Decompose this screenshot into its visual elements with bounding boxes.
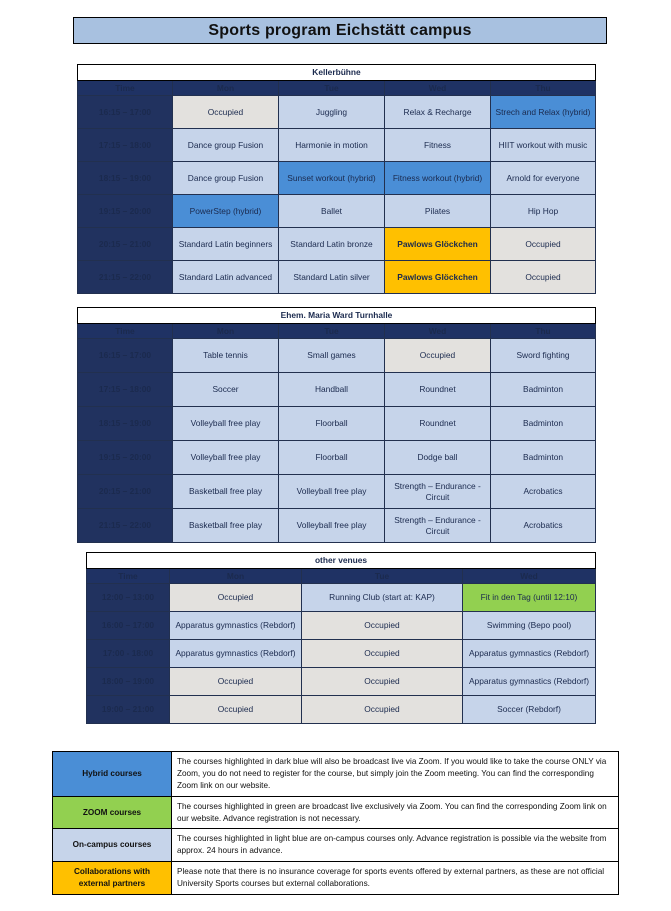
- time-slot: 16:15 – 17:00: [78, 339, 173, 373]
- table-row: [78, 373, 596, 407]
- column-header-row: [87, 568, 596, 584]
- course-cell: Floorball: [279, 407, 385, 441]
- time-slot: 16:15 – 17:00: [78, 96, 173, 129]
- time-slot: 19:15 – 20:00: [78, 195, 173, 228]
- course-cell: Fitness: [385, 129, 491, 162]
- time-slot: 16:00 – 17:00: [87, 612, 170, 640]
- table-row: [87, 612, 596, 640]
- table-row: [78, 228, 596, 261]
- course-cell: Volleyball free play: [173, 441, 279, 475]
- legend-row: [53, 796, 619, 829]
- course-cell: Sunset workout (hybrid): [279, 162, 385, 195]
- course-cell: Acrobatics: [491, 475, 596, 509]
- course-cell: Roundnet: [385, 407, 491, 441]
- legend-description: The courses highlighted in dark blue will also be broadcast live via Zoom. If you would like to take the course ONLY via Zoom, you do not need to register for the course, but simply join the Zoom meeting. You can find the corresponding Zoom link on our website.: [172, 752, 619, 797]
- table-row: [78, 509, 596, 543]
- legend-description: Please note that there is no insurance coverage for sports events offered by external partners, as these are not official University Sports courses but external collaborations.: [172, 862, 619, 895]
- legend-table: [52, 751, 619, 895]
- table-body: [78, 308, 596, 543]
- course-cell: Occupied: [302, 696, 463, 724]
- time-slot: 20:15 – 21:00: [78, 228, 173, 261]
- legend-row: [53, 862, 619, 895]
- course-cell: Standard Latin beginners: [173, 228, 279, 261]
- column-header-wed: Wed: [385, 80, 491, 96]
- time-slot: 17:15 – 18:00: [78, 373, 173, 407]
- course-cell: Occupied: [170, 668, 302, 696]
- legend-label: Collaborations with external partners: [53, 862, 172, 895]
- time-slot: 18:15 – 19:00: [78, 407, 173, 441]
- venue-name: Kellerbühne: [78, 65, 596, 81]
- table-row: [78, 441, 596, 475]
- course-cell: Badminton: [491, 407, 596, 441]
- course-cell: PowerStep (hybrid): [173, 195, 279, 228]
- course-cell: Apparatus gymnastics (Rebdorf): [463, 640, 596, 668]
- course-cell: Strength – Endurance - Circuit: [385, 475, 491, 509]
- course-cell: Hip Hop: [491, 195, 596, 228]
- time-slot: 17:00 - 18:00: [87, 640, 170, 668]
- course-cell: Floorball: [279, 441, 385, 475]
- column-header-mon: Mon: [173, 80, 279, 96]
- course-cell: Fit in den Tag (until 12:10): [463, 584, 596, 612]
- course-cell: Fitness workout (hybrid): [385, 162, 491, 195]
- time-slot: 18:00 – 19:00: [87, 668, 170, 696]
- column-header-tue: Tue: [302, 568, 463, 584]
- course-cell: Roundnet: [385, 373, 491, 407]
- schedule-table-kellerbuehne: [77, 64, 596, 294]
- legend-description: The courses highlighted in light blue are on-campus courses only. Advance registration is possible via the website from approx. 24 hours in advance.: [172, 829, 619, 862]
- column-header-time: Time: [87, 568, 170, 584]
- column-header-time: Time: [78, 80, 173, 96]
- time-slot: 19:15 – 20:00: [78, 441, 173, 475]
- column-header-mon: Mon: [170, 568, 302, 584]
- course-cell: HIIT workout with music: [491, 129, 596, 162]
- venue-caption-row: [78, 308, 596, 324]
- table-row: [78, 407, 596, 441]
- course-cell: Arnold for everyone: [491, 162, 596, 195]
- time-slot: 17:15 – 18:00: [78, 129, 173, 162]
- page-title-banner: [73, 17, 607, 44]
- course-cell: Occupied: [173, 96, 279, 129]
- course-cell: Handball: [279, 373, 385, 407]
- course-cell: Occupied: [491, 228, 596, 261]
- course-cell: Running Club (start at: KAP): [302, 584, 463, 612]
- venue-caption-row: [87, 553, 596, 569]
- column-header-thu: Thu: [491, 80, 596, 96]
- course-cell: Juggling: [279, 96, 385, 129]
- course-cell: Pawlows Glöckchen: [385, 228, 491, 261]
- course-cell: Basketball free play: [173, 509, 279, 543]
- table-row: [87, 640, 596, 668]
- course-cell: Volleyball free play: [173, 407, 279, 441]
- course-cell: Harmonie in motion: [279, 129, 385, 162]
- course-cell: Strength – Endurance - Circuit: [385, 509, 491, 543]
- course-cell: Volleyball free play: [279, 475, 385, 509]
- course-cell: Standard Latin advanced: [173, 261, 279, 294]
- course-cell: Dodge ball: [385, 441, 491, 475]
- table-row: [78, 261, 596, 294]
- table-row: [78, 129, 596, 162]
- course-cell: Dance group Fusion: [173, 129, 279, 162]
- course-cell: Badminton: [491, 441, 596, 475]
- column-header-row: [78, 323, 596, 339]
- column-header-wed: Wed: [385, 323, 491, 339]
- legend-label: Hybrid courses: [53, 752, 172, 797]
- venue-name: Ehem. Maria Ward Turnhalle: [78, 308, 596, 324]
- table-row: [78, 96, 596, 129]
- column-header-tue: Tue: [279, 80, 385, 96]
- course-cell: Table tennis: [173, 339, 279, 373]
- table-body: [87, 553, 596, 724]
- page-title: Sports program Eichstätt campus: [208, 21, 472, 39]
- course-cell: Standard Latin bronze: [279, 228, 385, 261]
- column-header-row: [78, 80, 596, 96]
- legend-label: ZOOM courses: [53, 796, 172, 829]
- column-header-time: Time: [78, 323, 173, 339]
- course-cell: Occupied: [491, 261, 596, 294]
- legend-description: The courses highlighted in green are broadcast live exclusively via Zoom. You can find the corresponding Zoom link on our website. Advance registration is not necessary.: [172, 796, 619, 829]
- course-cell: Apparatus gymnastics (Rebdorf): [463, 668, 596, 696]
- course-cell: Pawlows Glöckchen: [385, 261, 491, 294]
- course-cell: Occupied: [302, 640, 463, 668]
- course-cell: Basketball free play: [173, 475, 279, 509]
- course-cell: Sword fighting: [491, 339, 596, 373]
- course-cell: Occupied: [302, 668, 463, 696]
- time-slot: 18:15 – 19:00: [78, 162, 173, 195]
- table-row: [87, 584, 596, 612]
- course-cell: Occupied: [170, 584, 302, 612]
- time-slot: 19:00 – 21:00: [87, 696, 170, 724]
- course-cell: Dance group Fusion: [173, 162, 279, 195]
- table-row: [78, 162, 596, 195]
- legend-label: On-campus courses: [53, 829, 172, 862]
- legend-row: [53, 829, 619, 862]
- time-slot: 20:15 – 21:00: [78, 475, 173, 509]
- course-cell: Occupied: [170, 696, 302, 724]
- time-slot: 21:15 – 22:00: [78, 509, 173, 543]
- legend-row: [53, 752, 619, 797]
- schedule-table-maria-ward-turnhalle: [77, 307, 596, 543]
- course-cell: Relax & Recharge: [385, 96, 491, 129]
- legend-body: [53, 752, 619, 895]
- course-cell: Occupied: [302, 612, 463, 640]
- table-row: [87, 696, 596, 724]
- course-cell: Badminton: [491, 373, 596, 407]
- course-cell: Apparatus gymnastics (Rebdorf): [170, 612, 302, 640]
- course-cell: Pilates: [385, 195, 491, 228]
- venue-caption-row: [78, 65, 596, 81]
- column-header-tue: Tue: [279, 323, 385, 339]
- column-header-mon: Mon: [173, 323, 279, 339]
- course-cell: Acrobatics: [491, 509, 596, 543]
- course-cell: Small games: [279, 339, 385, 373]
- schedule-table-other-venues: [86, 552, 596, 724]
- table-body: [78, 65, 596, 294]
- venue-name: other venues: [87, 553, 596, 569]
- course-cell: Swimming (Bepo pool): [463, 612, 596, 640]
- course-cell: Strech and Relax (hybrid): [491, 96, 596, 129]
- course-cell: Soccer (Rebdorf): [463, 696, 596, 724]
- course-cell: Occupied: [385, 339, 491, 373]
- course-cell: Apparatus gymnastics (Rebdorf): [170, 640, 302, 668]
- column-header-wed: Wed: [463, 568, 596, 584]
- course-cell: Soccer: [173, 373, 279, 407]
- course-cell: Standard Latin silver: [279, 261, 385, 294]
- table-row: [87, 668, 596, 696]
- table-row: [78, 339, 596, 373]
- time-slot: 12:00 – 13:00: [87, 584, 170, 612]
- table-row: [78, 475, 596, 509]
- column-header-thu: Thu: [491, 323, 596, 339]
- table-row: [78, 195, 596, 228]
- course-cell: Volleyball free play: [279, 509, 385, 543]
- course-cell: Ballet: [279, 195, 385, 228]
- time-slot: 21:15 – 22:00: [78, 261, 173, 294]
